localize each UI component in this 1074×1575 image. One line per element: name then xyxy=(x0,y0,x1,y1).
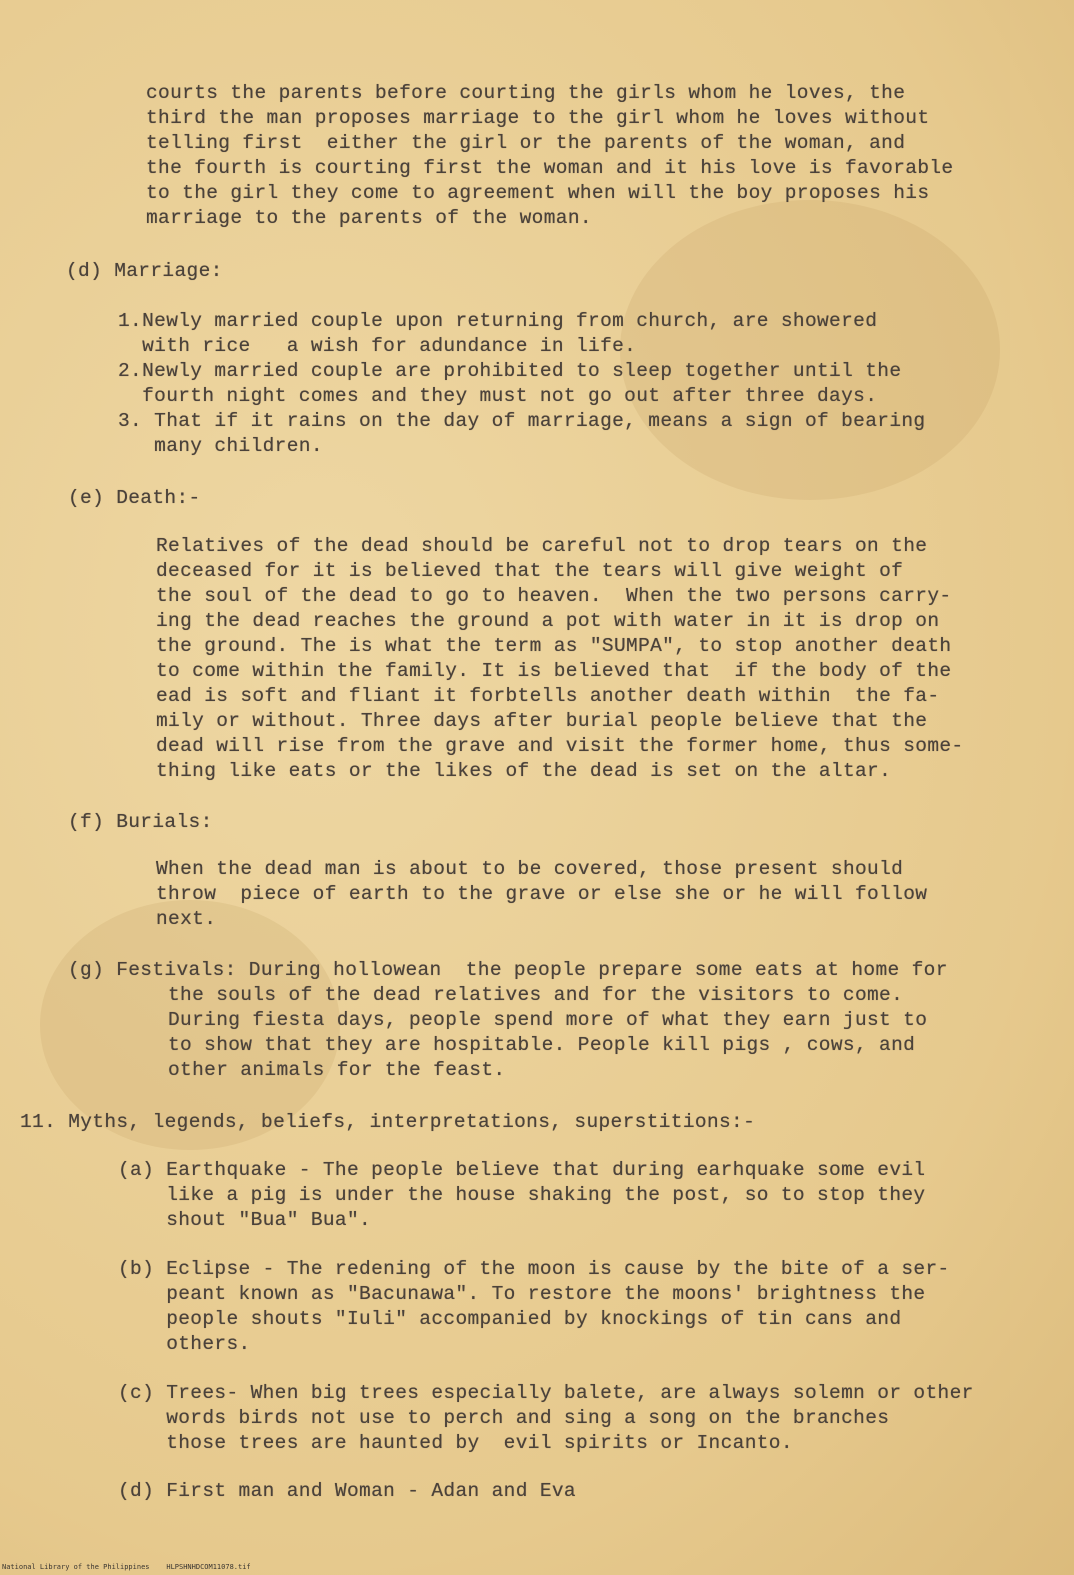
festivals-heading: (g) Festivals: During hollowean the people prepare some eats at home for xyxy=(68,959,948,981)
death-line: ing the dead reaches the ground a pot with water in it is drop on xyxy=(156,610,940,632)
marriage-item: with rice a wish for adundance in life. xyxy=(118,335,637,357)
intro-line: marriage to the parents of the woman. xyxy=(146,207,592,229)
death-line: to come within the family. It is believed that if the body of the xyxy=(156,660,952,682)
marriage-item: many children. xyxy=(118,435,323,457)
marriage-item: fourth night comes and they must not go out after three days. xyxy=(118,385,878,407)
death-heading: (e) Death:- xyxy=(68,487,201,509)
intro-line: courts the parents before courting the girls whom he loves, the xyxy=(146,82,906,104)
festivals-line: other animals for the feast. xyxy=(168,1059,506,1081)
death-line: ead is soft and fliant it forbtells another death within the fa- xyxy=(156,685,940,707)
eclipse-line: peant known as "Bacunawa". To restore the moons' brightness the xyxy=(118,1283,926,1305)
trees-line: those trees are haunted by evil spirits or Incanto. xyxy=(118,1432,793,1454)
paper-stain xyxy=(620,200,1000,500)
eclipse-line: people shouts "Iuli" accompanied by knockings of tin cans and xyxy=(118,1308,902,1330)
intro-line: the fourth is courting first the woman and it his love is favorable xyxy=(146,157,954,179)
death-line: dead will rise from the grave and visit the former home, thus some- xyxy=(156,735,964,757)
death-line: Relatives of the dead should be careful not to drop tears on the xyxy=(156,535,928,557)
scan-footer: National Library of the Philippines HLPSHNHDCOM11078.tif xyxy=(2,1563,251,1571)
death-line: thing like eats or the likes of the dead is set on the altar. xyxy=(156,760,892,782)
intro-line: telling first either the girl or the parents of the woman, and xyxy=(146,132,906,154)
myths-heading: 11. Myths, legends, beliefs, interpretations, superstitions:- xyxy=(20,1111,756,1133)
burials-line: When the dead man is about to be covered, those present should xyxy=(156,858,904,880)
festivals-line: During fiesta days, people spend more of what they earn just to xyxy=(168,1009,928,1031)
trees-line: words birds not use to perch and sing a song on the branches xyxy=(118,1407,890,1429)
earthquake-line: (a) Earthquake - The people believe that during earhquake some evil xyxy=(118,1159,926,1181)
death-line: the soul of the dead to go to heaven. When the two persons carry- xyxy=(156,585,952,607)
marriage-heading: (d) Marriage: xyxy=(66,260,223,282)
death-line: deceased for it is believed that the tears will give weight of xyxy=(156,560,904,582)
intro-line: to the girl they come to agreement when will the boy proposes his xyxy=(146,182,930,204)
death-line: mily or without. Three days after burial people believe that the xyxy=(156,710,928,732)
earthquake-line: like a pig is under the house shaking the post, so to stop they xyxy=(118,1184,926,1206)
marriage-item: 3. That if it rains on the day of marriage, means a sign of bearing xyxy=(118,410,926,432)
earthquake-line: shout "Bua" Bua". xyxy=(118,1209,372,1231)
festivals-line: the souls of the dead relatives and for the visitors to come. xyxy=(168,984,904,1006)
death-line: the ground. The is what the term as "SUMPA", to stop another death xyxy=(156,635,952,657)
trees-line: (c) Trees- When big trees especially balete, are always solemn or other xyxy=(118,1382,974,1404)
marriage-item: 2.Newly married couple are prohibited to sleep together until the xyxy=(118,360,902,382)
marriage-item: 1.Newly married couple upon returning from church, are showered xyxy=(118,310,878,332)
festivals-line: to show that they are hospitable. People kill pigs , cows, and xyxy=(168,1034,916,1056)
eclipse-line: others. xyxy=(118,1333,251,1355)
burials-heading: (f) Burials: xyxy=(68,811,213,833)
intro-line: third the man proposes marriage to the girl whom he loves without xyxy=(146,107,930,129)
first-man-line: (d) First man and Woman - Adan and Eva xyxy=(118,1480,576,1502)
eclipse-line: (b) Eclipse - The redening of the moon is cause by the bite of a ser- xyxy=(118,1258,950,1280)
burials-line: next. xyxy=(156,908,217,930)
burials-line: throw piece of earth to the grave or else she or he will follow xyxy=(156,883,928,905)
